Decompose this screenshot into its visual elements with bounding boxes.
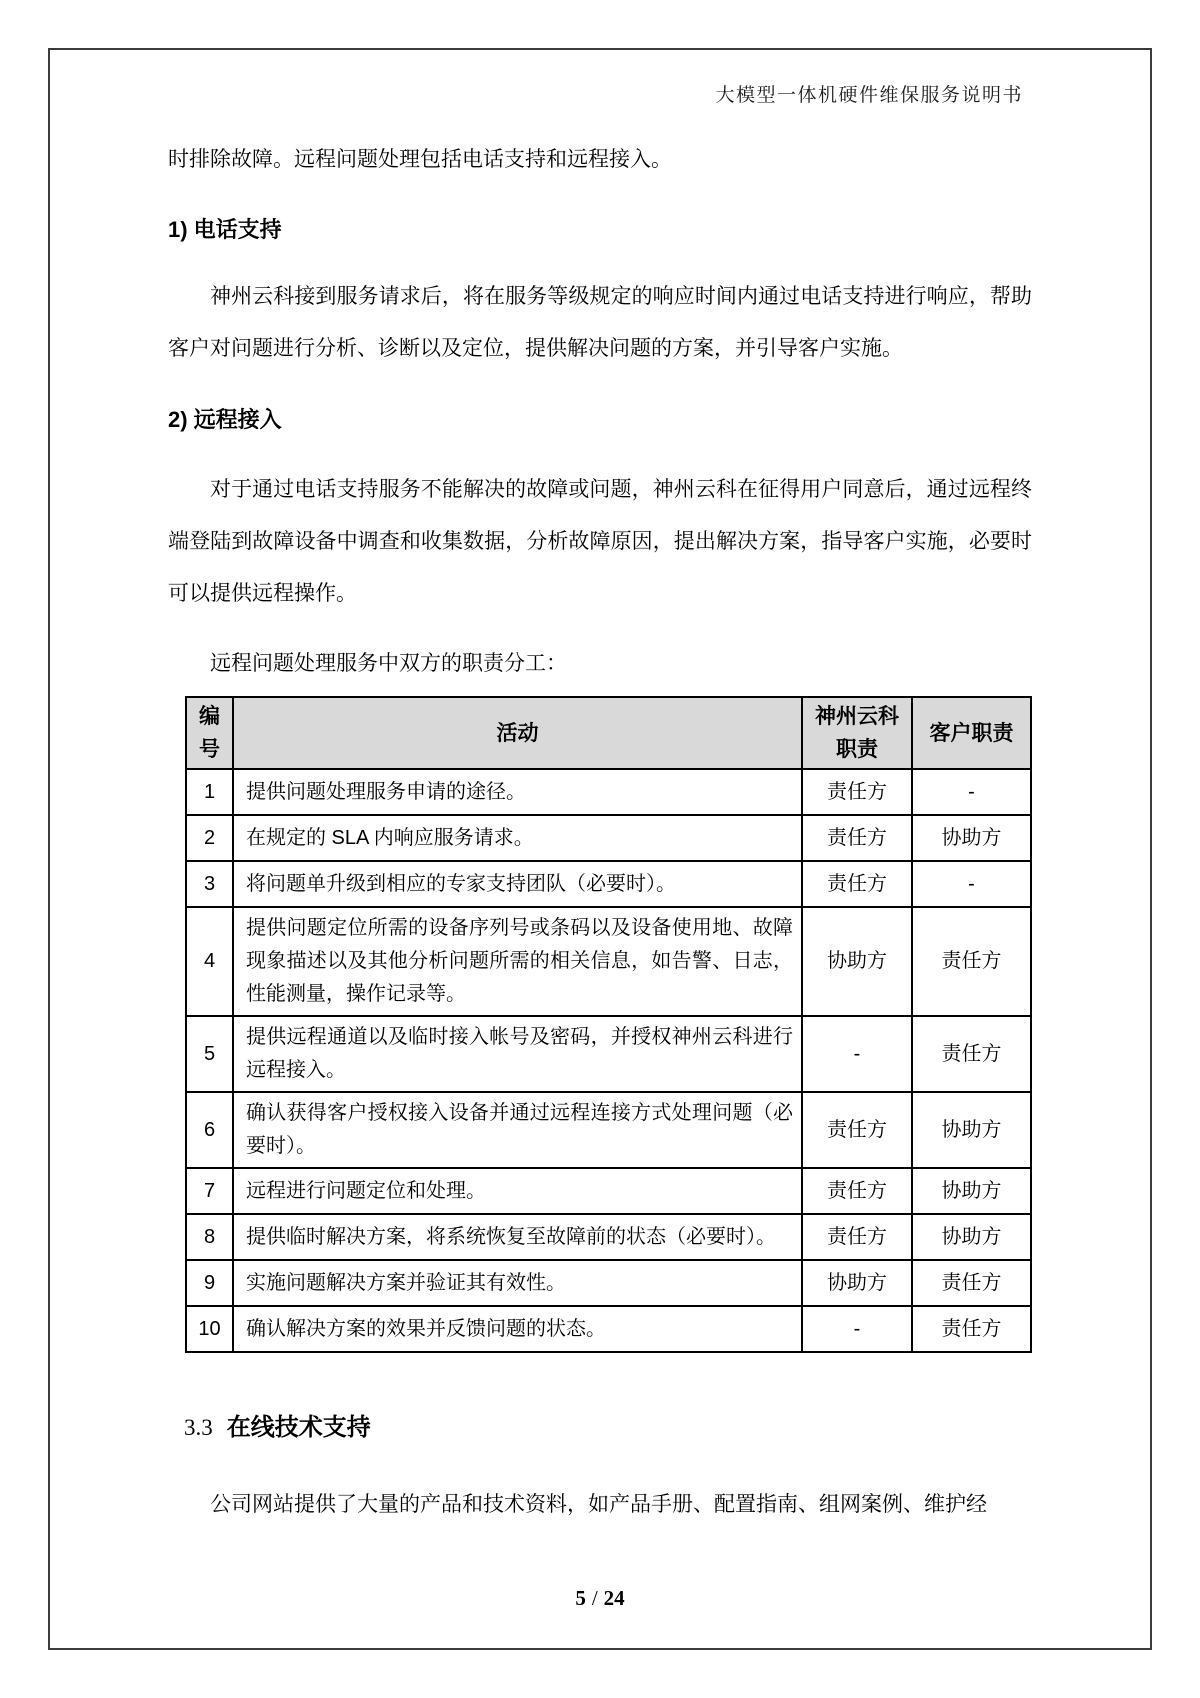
table-intro-line: 远程问题处理服务中双方的职责分工： xyxy=(210,652,567,675)
header-cell-vendor-label: 神州云科职责 xyxy=(815,705,899,761)
cell-activity: 将问题单升级到相应的专家支持团队（必要时）。 xyxy=(233,861,802,907)
cell-num: 9 xyxy=(186,1260,233,1306)
cell-activity: 提供问题处理服务申请的途径。 xyxy=(233,769,802,815)
cell-num: 2 xyxy=(186,815,233,861)
responsibilities-table xyxy=(185,696,1032,1353)
doc-header-title: 大模型一体机硬件维保服务说明书 xyxy=(715,85,1023,106)
cell-num: 3 xyxy=(186,861,233,907)
cell-vendor-role: 责任方 xyxy=(802,861,912,907)
heading-phone-support: 1) 电话支持 xyxy=(168,217,282,242)
cell-customer-role: 协助方 xyxy=(912,1168,1031,1214)
cell-activity: 实施问题解决方案并验证其有效性。 xyxy=(233,1260,802,1306)
cell-customer-role: 协助方 xyxy=(912,1092,1031,1168)
page-number xyxy=(0,1584,1200,1612)
cell-vendor-role: 责任方 xyxy=(802,1214,912,1260)
cell-customer-role: - xyxy=(912,861,1031,907)
table-header-row xyxy=(186,697,1031,769)
cell-customer-role: 协助方 xyxy=(912,815,1031,861)
cell-vendor-role: 责任方 xyxy=(802,769,912,815)
table-row xyxy=(186,861,1031,907)
section-number: 3.3 xyxy=(184,1415,213,1440)
cell-customer-role: 责任方 xyxy=(912,1260,1031,1306)
cell-activity: 提供临时解决方案，将系统恢复至故障前的状态（必要时）。 xyxy=(233,1214,802,1260)
table-row xyxy=(186,769,1031,815)
table-row xyxy=(186,1168,1031,1214)
paragraph-online-support: 公司网站提供了大量的产品和技术资料，如产品手册、配置指南、组网案例、维护经 xyxy=(210,1493,987,1516)
paragraph-phone-support: 神州云科接到服务请求后，将在服务等级规定的响应时间内通过电话支持进行响应，帮助客户对问题进行分析、诊断以及定位，提供解决问题的方案，并引导客户实施。 xyxy=(168,285,1032,360)
cell-num: 7 xyxy=(186,1168,233,1214)
cell-activity: 在规定的 SLA 内响应服务请求。 xyxy=(233,815,802,861)
cell-vendor-role: 责任方 xyxy=(802,1168,912,1214)
cell-num: 6 xyxy=(186,1092,233,1168)
cell-vendor-role: 协助方 xyxy=(802,907,912,1016)
cell-customer-role: - xyxy=(912,769,1031,815)
cell-num: 4 xyxy=(186,907,233,1016)
cell-vendor-role: 责任方 xyxy=(802,1092,912,1168)
cell-num: 8 xyxy=(186,1214,233,1260)
cell-customer-role: 责任方 xyxy=(912,1306,1031,1352)
table-row xyxy=(186,815,1031,861)
header-cell-customer: 客户职责 xyxy=(912,697,1031,769)
table-row xyxy=(186,1214,1031,1260)
cell-activity: 提供远程通道以及临时接入帐号及密码，并授权神州云科进行远程接入。 xyxy=(233,1016,802,1092)
cell-num: 1 xyxy=(186,769,233,815)
table-row xyxy=(186,1092,1031,1168)
table-row xyxy=(186,1306,1031,1352)
cell-vendor-role: 责任方 xyxy=(802,815,912,861)
cell-vendor-role: - xyxy=(802,1306,912,1352)
header-cell-num: 编号 xyxy=(186,697,233,769)
section-33-heading xyxy=(184,1412,371,1447)
responsibilities-table-wrap xyxy=(185,696,1030,1353)
cell-vendor-role: 协助方 xyxy=(802,1260,912,1306)
table-row xyxy=(186,1260,1031,1306)
section-title: 在线技术支持 xyxy=(226,1414,371,1441)
cell-customer-role: 协助方 xyxy=(912,1214,1031,1260)
intro-paragraph: 时排除故障。远程问题处理包括电话支持和远程接入。 xyxy=(168,148,672,171)
cell-num: 5 xyxy=(186,1016,233,1092)
heading-remote-access: 2) 远程接入 xyxy=(168,407,282,432)
cell-activity: 提供问题定位所需的设备序列号或条码以及设备使用地、故障现象描述以及其他分析问题所需的相关信息，如告警、日志，性能测量，操作记录等。 xyxy=(233,907,802,1016)
cell-customer-role: 责任方 xyxy=(912,907,1031,1016)
page-separator: / xyxy=(591,1586,598,1610)
header-cell-vendor xyxy=(802,697,912,769)
cell-num: 10 xyxy=(186,1306,233,1352)
cell-customer-role: 责任方 xyxy=(912,1016,1031,1092)
page-current: 5 xyxy=(575,1586,586,1610)
table-row xyxy=(186,1016,1031,1092)
header-cell-activity: 活动 xyxy=(233,697,802,769)
page-total: 24 xyxy=(603,1586,625,1610)
cell-activity: 远程进行问题定位和处理。 xyxy=(233,1168,802,1214)
cell-activity: 确认解决方案的效果并反馈问题的状态。 xyxy=(233,1306,802,1352)
cell-vendor-role: - xyxy=(802,1016,912,1092)
paragraph-remote-access: 对于通过电话支持服务不能解决的故障或问题，神州云科在征得用户同意后，通过远程终端登陆到故障设备中调查和收集数据，分析故障原因，提出解决方案，指导客户实施，必要时可以提供远程操作。 xyxy=(168,478,1032,605)
table-row xyxy=(186,907,1031,1016)
cell-activity: 确认获得客户授权接入设备并通过远程连接方式处理问题（必要时）。 xyxy=(233,1092,802,1168)
